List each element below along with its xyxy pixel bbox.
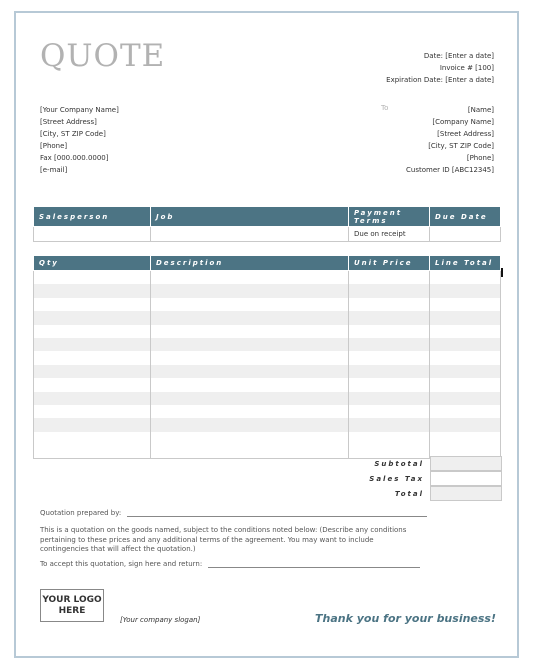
unit-price-cell[interactable] <box>349 325 430 338</box>
logo-line-2: HERE <box>58 606 86 616</box>
invoice-number-field[interactable]: Invoice # [100] <box>439 64 494 72</box>
qty-cell[interactable] <box>34 351 151 364</box>
description-cell[interactable] <box>151 338 349 351</box>
qty-cell[interactable] <box>34 365 151 378</box>
customer-street[interactable]: [Street Address] <box>437 130 494 138</box>
unit-price-cell[interactable] <box>349 311 430 324</box>
description-cell[interactable] <box>151 392 349 405</box>
table-row <box>34 405 501 418</box>
header-salesperson: Salesperson <box>34 207 151 227</box>
description-cell[interactable] <box>151 445 349 459</box>
table-row <box>34 392 501 405</box>
header-description: Description <box>151 256 349 271</box>
items-table <box>33 255 501 459</box>
qty-cell[interactable] <box>34 284 151 297</box>
customer-id[interactable]: Customer ID [ABC12345] <box>406 166 494 174</box>
description-cell[interactable] <box>151 298 349 311</box>
description-cell[interactable] <box>151 432 349 445</box>
line-total-cell[interactable] <box>430 338 501 351</box>
table-row <box>34 338 501 351</box>
description-cell[interactable] <box>151 378 349 391</box>
line-total-cell[interactable] <box>430 418 501 431</box>
unit-price-cell[interactable] <box>349 284 430 297</box>
line-total-cell[interactable] <box>430 365 501 378</box>
prepared-by-label: Quotation prepared by: <box>40 509 122 517</box>
subtotal-label: Subtotal <box>374 459 424 468</box>
description-cell[interactable] <box>151 325 349 338</box>
line-total-cell[interactable] <box>430 392 501 405</box>
prepared-by <box>40 509 427 517</box>
company-street[interactable]: [Street Address] <box>40 118 97 126</box>
date-field[interactable]: Date: [Enter a date] <box>423 52 494 60</box>
logo-line-1: YOUR LOGO <box>42 595 102 605</box>
company-fax[interactable]: Fax [000.000.0000] <box>40 154 109 162</box>
line-total-cell[interactable] <box>430 325 501 338</box>
thank-you-message: Thank you for your business! <box>315 612 496 625</box>
description-cell[interactable] <box>151 311 349 324</box>
description-cell[interactable] <box>151 351 349 364</box>
table-row <box>34 418 501 431</box>
header-payment-terms: Payment Terms <box>349 207 430 227</box>
table-row <box>34 365 501 378</box>
total-value[interactable] <box>430 486 502 501</box>
table-row <box>34 311 501 324</box>
line-total-cell[interactable] <box>430 405 501 418</box>
unit-price-cell[interactable] <box>349 271 430 285</box>
description-cell[interactable] <box>151 405 349 418</box>
company-phone[interactable]: [Phone] <box>40 142 68 150</box>
description-cell[interactable] <box>151 365 349 378</box>
qty-cell[interactable] <box>34 405 151 418</box>
unit-price-cell[interactable] <box>349 405 430 418</box>
accept-signature <box>40 560 420 568</box>
table-row <box>34 432 501 445</box>
customer-address <box>406 104 494 176</box>
line-total-cell[interactable] <box>430 311 501 324</box>
description-cell[interactable] <box>151 284 349 297</box>
text-cursor <box>501 268 503 277</box>
terms-text: This is a quotation on the goods named, subject to the conditions noted below: (Describe any conditions pertaining to these prices and any additional terms of the agreement. You may want to include contingencies that will affect the quotation.) <box>40 526 407 553</box>
description-cell[interactable] <box>151 418 349 431</box>
qty-cell[interactable] <box>34 432 151 445</box>
to-label: To <box>381 104 389 112</box>
description-cell[interactable] <box>151 271 349 285</box>
page-title: QUOTE <box>40 38 166 74</box>
line-total-cell[interactable] <box>430 351 501 364</box>
company-email[interactable]: [e-mail] <box>40 166 68 174</box>
line-total-cell[interactable] <box>430 284 501 297</box>
salesperson-cell[interactable] <box>34 227 151 242</box>
table-row <box>34 351 501 364</box>
unit-price-cell[interactable] <box>349 432 430 445</box>
unit-price-cell[interactable] <box>349 418 430 431</box>
table-row <box>34 227 501 242</box>
total-label: Total <box>394 489 424 498</box>
signature-line[interactable] <box>208 567 420 568</box>
customer-company[interactable]: [Company Name] <box>432 118 494 126</box>
prepared-by-line[interactable] <box>127 516 427 517</box>
quote-info <box>386 50 494 86</box>
table-row <box>34 378 501 391</box>
line-total-cell[interactable] <box>430 271 501 285</box>
header-unit-price: Unit Price <box>349 256 430 271</box>
line-total-cell[interactable] <box>430 378 501 391</box>
qty-cell[interactable] <box>34 298 151 311</box>
job-table <box>33 206 501 242</box>
qty-cell[interactable] <box>34 445 151 459</box>
header-job: Job <box>151 207 349 227</box>
accept-label: To accept this quotation, sign here and return: <box>40 560 203 568</box>
company-city[interactable]: [City, ST ZIP Code] <box>40 130 106 138</box>
customer-phone[interactable]: [Phone] <box>466 154 494 162</box>
qty-cell[interactable] <box>34 325 151 338</box>
qty-cell[interactable] <box>34 338 151 351</box>
table-row <box>34 284 501 297</box>
company-name[interactable]: [Your Company Name] <box>40 106 119 114</box>
qty-cell[interactable] <box>34 311 151 324</box>
header-qty: Qty <box>34 256 151 271</box>
payment-terms-cell[interactable]: Due on receipt <box>349 227 430 242</box>
qty-cell[interactable] <box>34 392 151 405</box>
unit-price-cell[interactable] <box>349 392 430 405</box>
company-address <box>40 104 119 176</box>
line-total-cell[interactable] <box>430 298 501 311</box>
job-cell[interactable] <box>151 227 349 242</box>
unit-price-cell[interactable] <box>349 298 430 311</box>
logo-placeholder[interactable] <box>40 589 104 622</box>
company-slogan[interactable]: [Your company slogan] <box>120 616 201 624</box>
unit-price-cell[interactable] <box>349 378 430 391</box>
qty-cell[interactable] <box>34 271 151 285</box>
header-line-total: Line Total <box>430 256 501 271</box>
expiration-date-field[interactable]: Expiration Date: [Enter a date] <box>386 76 494 84</box>
customer-name[interactable]: [Name] <box>467 106 494 114</box>
header-due-date: Due Date <box>430 207 501 227</box>
qty-cell[interactable] <box>34 378 151 391</box>
table-row <box>34 298 501 311</box>
due-date-cell[interactable] <box>430 227 501 242</box>
unit-price-cell[interactable] <box>349 338 430 351</box>
unit-price-cell[interactable] <box>349 351 430 364</box>
table-row <box>34 325 501 338</box>
totals-section <box>340 456 502 501</box>
qty-cell[interactable] <box>34 418 151 431</box>
sales-tax-label: Sales Tax <box>369 474 424 483</box>
sales-tax-value[interactable] <box>430 471 502 486</box>
table-row <box>34 271 501 285</box>
subtotal-value[interactable] <box>430 456 502 471</box>
customer-city[interactable]: [City, ST ZIP Code] <box>428 142 494 150</box>
line-total-cell[interactable] <box>430 432 501 445</box>
unit-price-cell[interactable] <box>349 365 430 378</box>
